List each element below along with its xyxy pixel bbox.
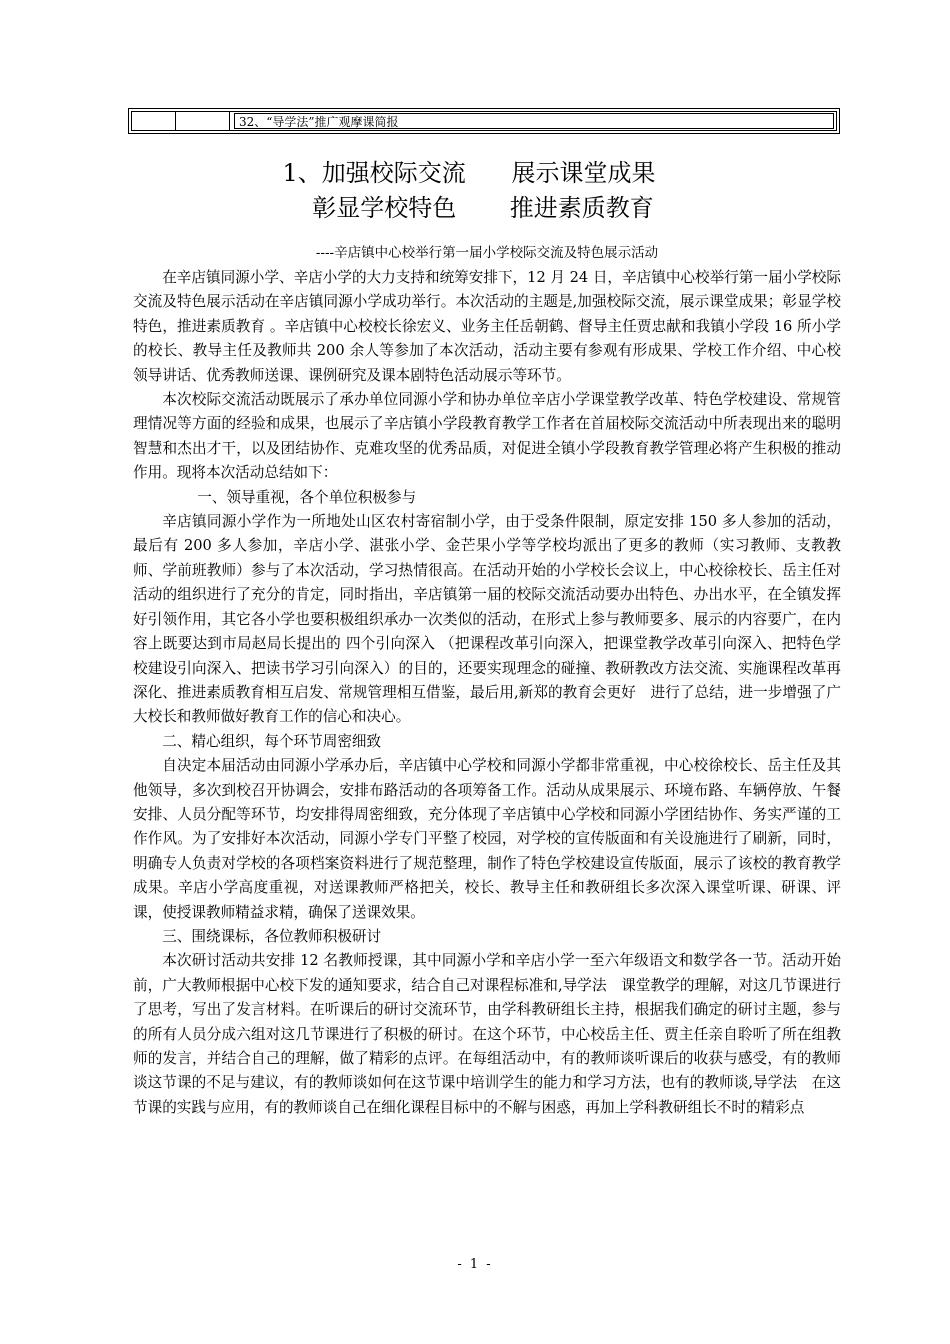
paragraph-section-2: 自决定本届活动由同源小学承办后，辛店镇中心学校和同源小学都非常重视，中心校徐校长、岳主任及其他领导，多次到校召开协调会，安排布路活动的各项筹备工作。活动从成果展示、环境布路、车辆停放、午餐安排、人员分配等环节，均安排得周密细致，充分体现了辛店镇中心学校和同源小学团结协作、务实严谨的工作作风。为了安排好本次活动，同源小学专门平整了校园，对学校的宣传版面和有关设施进行了刷新，同时，明确专人负责对学校的各项档案资料进行了规范整理，制作了特色学校建设宣传版面，展示了该校的教育教学成果。辛店小学高度重视，对送课教师严格把关，校长、教导主任和教研组长多次深入课堂听课、研课、评课，使授课教师精益求精，确保了送课效果。 [133, 757, 841, 921]
toc-cell-empty-2 [176, 112, 230, 130]
paragraph-intro: 在辛店镇同源小学、辛店小学的大力支持和统筹安排下，12 月 24 日，辛店镇中心校举行第一届小学校际交流及特色展示活动在辛店镇同源小学成功举行。本次活动的主题是,加强校际交流，展示课堂成果；彰显学校特色，推进素质教育 。辛店镇中心校校长徐宏义、业务主任岳朝鹤、督导主任贾忠献和我镇小学段 16 所小学的校长、教导主任及教师共 200 余人等参加了本次活动，活动主要有参观有形成果、学校工作介绍、中心校领导讲话、优秀教师送课、课例研究及课本剧特色活动展示等环节。 [133, 269, 841, 384]
section-heading-1: 一、领导重视，各个单位积极参与 [197, 488, 417, 506]
paragraph-section-1: 辛店镇同源小学作为一所地处山区农村寄宿制小学，由于受条件限制，原定安排 150 多人参加的活动，最后有 200 多人参加，辛店小学、湛张小学、金芒果小学等学校均派出了更多的教师（实习教师、支教教师、学前班教师）参与了本次活动，学习热情很高。在活动开始的小学校长会议上，中心校徐校长、岳主任对活动的组织进行了充分的肯定，同时指出，辛店镇第一届的校际交流活动要办出特色、办出水平，在全镇发挥好引领作用，其它各小学也要积极组织承办一次类似的活动，在形式上参与教师要多、展示的内容要广，在内容上既要达到市局赵局长提出的 四个引向深入 （把课程改革引向深入，把课堂教学改革引向深入、把特色学校建设引向深入、把读书学习引向深入）的目的，还要实现理念的碰撞、教研教改方法交流、实施课程改革再深化、推进素质教育相互启发、常规管理相互借鉴，最后用,新郑的教育会更好 进行了总结，进一步增强了广大校长和教师做好教育工作的信心和决心。 [133, 513, 841, 726]
paragraph-summary: 本次校际交流活动既展示了承办单位同源小学和协办单位辛店小学课堂教学改革、特色学校建设、常规管理情况等方面的经验和成果，也展示了辛店镇小学段教育教学工作者在首届校际交流活动中所表现出来的聪明智慧和杰出才干，以及团结协作、克难攻坚的优秀品质，对促进全镇小学段教育教学管理必将产生积极的推动作用。现将本次活动总结如下： [133, 391, 841, 482]
document-body [133, 266, 841, 1120]
page-number: - 1 - [457, 1257, 493, 1272]
toc-row [131, 111, 837, 131]
toc-entry-text[interactable]: 32、“导学法”推广观摩课简报 [234, 113, 834, 129]
section-heading-2: 二、精心组织，每个环节周密细致 [162, 732, 382, 750]
title-line-2: 彰显学校特色 推进素质教育 [312, 194, 654, 222]
paragraph-section-3: 本次研讨活动共安排 12 名教师授课，其中同源小学和辛店小学一至六年级语文和数学各一节。活动开始前，广大教师根据中心校下发的通知要求，结合自己对课程标准和,导学法 课堂教学的理解，对这几节课进行了思考，写出了发言材料。在听课后的研讨交流环节，由学科教研组长主持，根据我们确定的研讨主题，参与的所有人员分成六组对这几节课进行了积极的研讨。在这个环节，中心校岳主任、贾主任亲自聆听了所在组教师的发言，并结合自己的理解，做了精彩的点评。在每组活动中，有的教师谈听课后的收获与感受，有的教师谈这节课的不足与建议，有的教师谈如何在这节课中培训学生的能力和学习方法，也有的教师谈,导学法 在这节课的实践与应用，有的教师谈自己在细化课程目标中的不解与困惑，再加上学科教研组长不时的精彩点 [133, 952, 841, 1116]
title-line-1: 1、加强校际交流 展示课堂成果 [282, 159, 656, 187]
toc-cell-entry [230, 112, 836, 130]
section-heading-3: 三、围绕课标，各位教师积极研讨 [162, 927, 382, 945]
subtitle: ----辛店镇中心校举行第一届小学校际交流及特色展示活动 [315, 245, 659, 261]
toc-cell-empty-1 [132, 112, 176, 130]
toc-table [128, 108, 840, 134]
